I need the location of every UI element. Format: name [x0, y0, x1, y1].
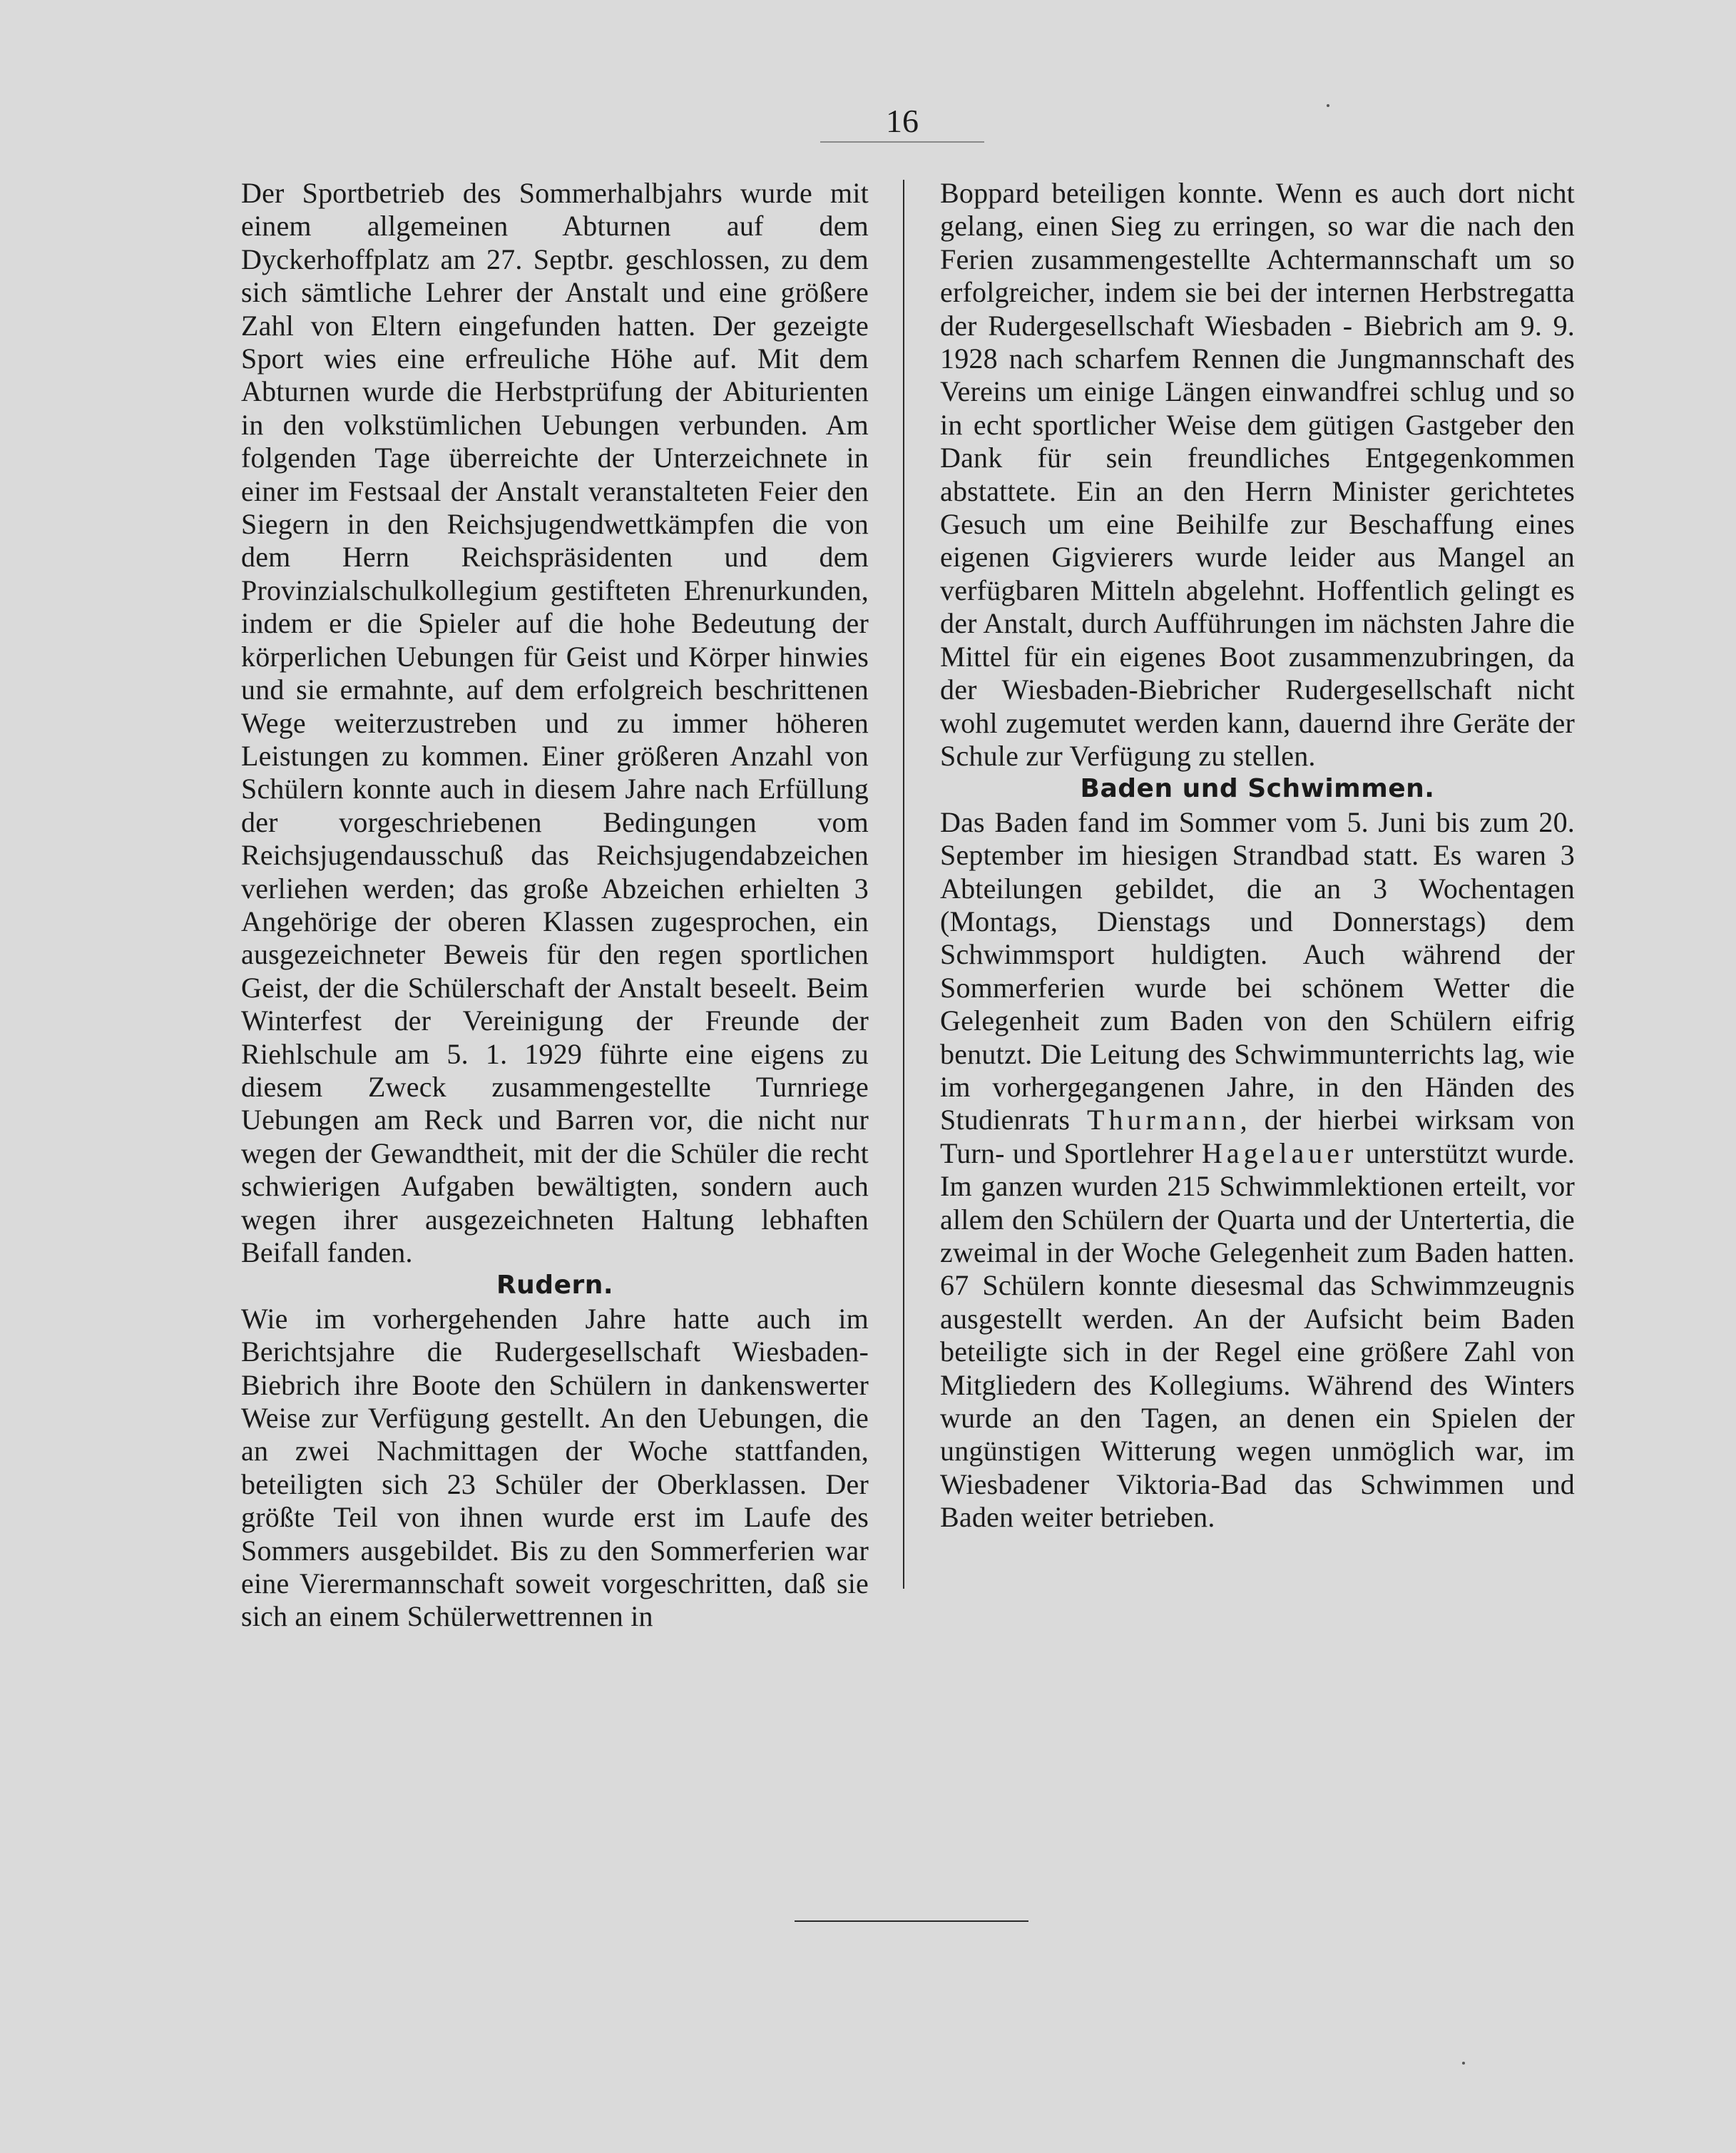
heading-baden-und-schwimmen: Baden und Schwimmen. [1080, 774, 1435, 804]
rudern-continued-paragraph: Boppard beteiligen konnte. Wenn es auch dort nicht gelang, einen Sieg zu erringen, so war die nach den Ferien zusammengestellte Achtermannschaft um so erfolgreicher, indem sie bei der internen Herbstregatta der Rudergesellschaft Wiesbaden - Biebrich am 9. 9. 1928 nach scharfem Rennen die Jungmannschaft des Vereins um einige Längen einwandfrei schlug und so in echt sportlicher Weise dem gütigen Gastgeber den Dank für sein freundliches Entgegenkommen abstattete. Ein an den Herrn Minister gerichtetes Gesuch um eine Beihilfe zur Beschaffung eines eigenen Gigvierers wurde leider aus Mangel an verfügbaren Mitteln abgelehnt. Hoffentlich gelingt es der Anstalt, durch Aufführungen im nächsten Jahre die Mittel für ein eigenes Boot zusammenzubringen, da der Wiesbaden-Biebricher Rudergesellschaft nicht wohl zugemutet werden kann, dauernd ihre Geräte der Schule zur Verfügung zu stellen. [940, 177, 1575, 772]
baden-text-c: unterstützt wurde. Im ganzen wurden 215 Schwimmlektionen erteilt, vor allem den Schülern der Quarta und der Untertertia, die zweimal in der Woche Gelegenheit zum Baden hatten. 67 Schülern konnte diesesmal das Schwimmzeugnis ausgestellt werden. An der Aufsicht beim Baden beteiligte sich in der Regel eine größere Zahl von Mitgliedern des Kollegiums. Während des Winters wurde an den Tagen, an denen ein Spielen der ungünstigen Witterung wegen unmöglich war, im Wiesbadener Viktoria-Bad das Schwimmen und Baden weiter betrieben. [940, 1136, 1575, 1534]
page-number: 16 [886, 103, 919, 139]
column-divider [903, 180, 904, 1589]
print-speck [1327, 104, 1329, 107]
heading-rudern: Rudern. [496, 1271, 614, 1301]
header-rule [820, 141, 984, 143]
left-column [241, 177, 869, 1634]
rudern-paragraph: Wie im vorhergehenden Jahre hatte auch im Berichtsjahre die Rudergesellschaft Wiesbaden-Biebrich ihre Boote den Schülern in dankenswerter Weise zur Verfügung gestellt. An den Uebungen, die an zwei Nachmittagen der Woche stattfanden, beteiligten sich 23 Schüler der Oberklassen. Der größte Teil von ihnen wurde erst im Laufe des Sommers ausgebildet. Bis zu den Sommerferien war eine Vierermannschaft soweit vorgeschritten, daß sie sich an einem Schülerwettrennen in [241, 1302, 869, 1633]
baden-text-b: , der hierbei wirksam von Turn- und Sportlehrer [940, 1104, 1575, 1169]
end-rule [795, 1920, 1028, 1922]
print-speck [1462, 2062, 1465, 2065]
baden-paragraph [940, 806, 1575, 1534]
right-column [940, 177, 1575, 1534]
baden-text-a: Das Baden fand im Sommer vom 5. Juni bis zum 20. September im hiesigen Strandbad statt. Es waren 3 Abteilungen gebildet, die an 3 Wochentagen (Montags, Dienstags und Donnerstags) dem Schwimmsport huldigten. Auch während der Sommerferien wurde bei schönem Wetter die Gelegenheit zum Baden von den Schülern eifrig benutzt. Die Leitung des Schwimmunterrichts lag, wie im vorhergegangenen Jahre, in den Händen des Studienrats [940, 805, 1575, 1136]
teacher-name-thurmann: Thurmann [1087, 1104, 1240, 1136]
teacher-name-hagelauer: Hagelauer [1202, 1136, 1358, 1169]
sport-paragraph: Der Sportbetrieb des Sommerhalbjahrs wurde mit einem allgemeinen Abturnen auf dem Dyckerhoffplatz am 27. Septbr. geschlossen, zu dem sich sämtliche Lehrer der Anstalt und eine größere Zahl von Eltern eingefunden hatten. Der gezeigte Sport wies eine erfreuliche Höhe auf. Mit dem Abturnen wurde die Herbstprüfung der Abiturienten in den volkstümlichen Uebungen verbunden. Am folgenden Tage überreichte der Unterzeichnete in einer im Festsaal der Anstalt veranstalteten Feier den Siegern in den Reichsjugendwettkämpfen die von dem Herrn Reichspräsidenten und dem Provinzialschulkollegium gestifteten Ehrenurkunden, indem er die Spieler auf die hohe Bedeutung der körperlichen Uebungen für Geist und Körper hinwies und sie ermahnte, auf dem erfolgreich beschrittenen Wege weiterzustreben und zu immer höheren Leistungen zu kommen. Einer größeren Anzahl von Schülern konnte auch in diesem Jahre nach Erfüllung der vorgeschriebenen Bedingungen vom Reichsjugendausschuß das Reichsjugendabzeichen verliehen werden; das große Abzeichen erhielten 3 Angehörige der oberen Klassen zugesprochen, ein ausgezeichneter Beweis für den regen sportlichen Geist, der die Schülerschaft der Anstalt beseelt. Beim Winterfest der Vereinigung der Freunde der Riehlschule am 5. 1. 1929 führte eine eigens zu diesem Zweck zusammengestellte Turnriege Uebungen am Reck und Barren vor, die nicht nur wegen der Gewandtheit, mit der die Schüler die recht schwierigen Aufgaben bewältigten, sondern auch wegen ihrer ausgezeichneten Haltung lebhaften Beifall fanden. [241, 177, 869, 1268]
